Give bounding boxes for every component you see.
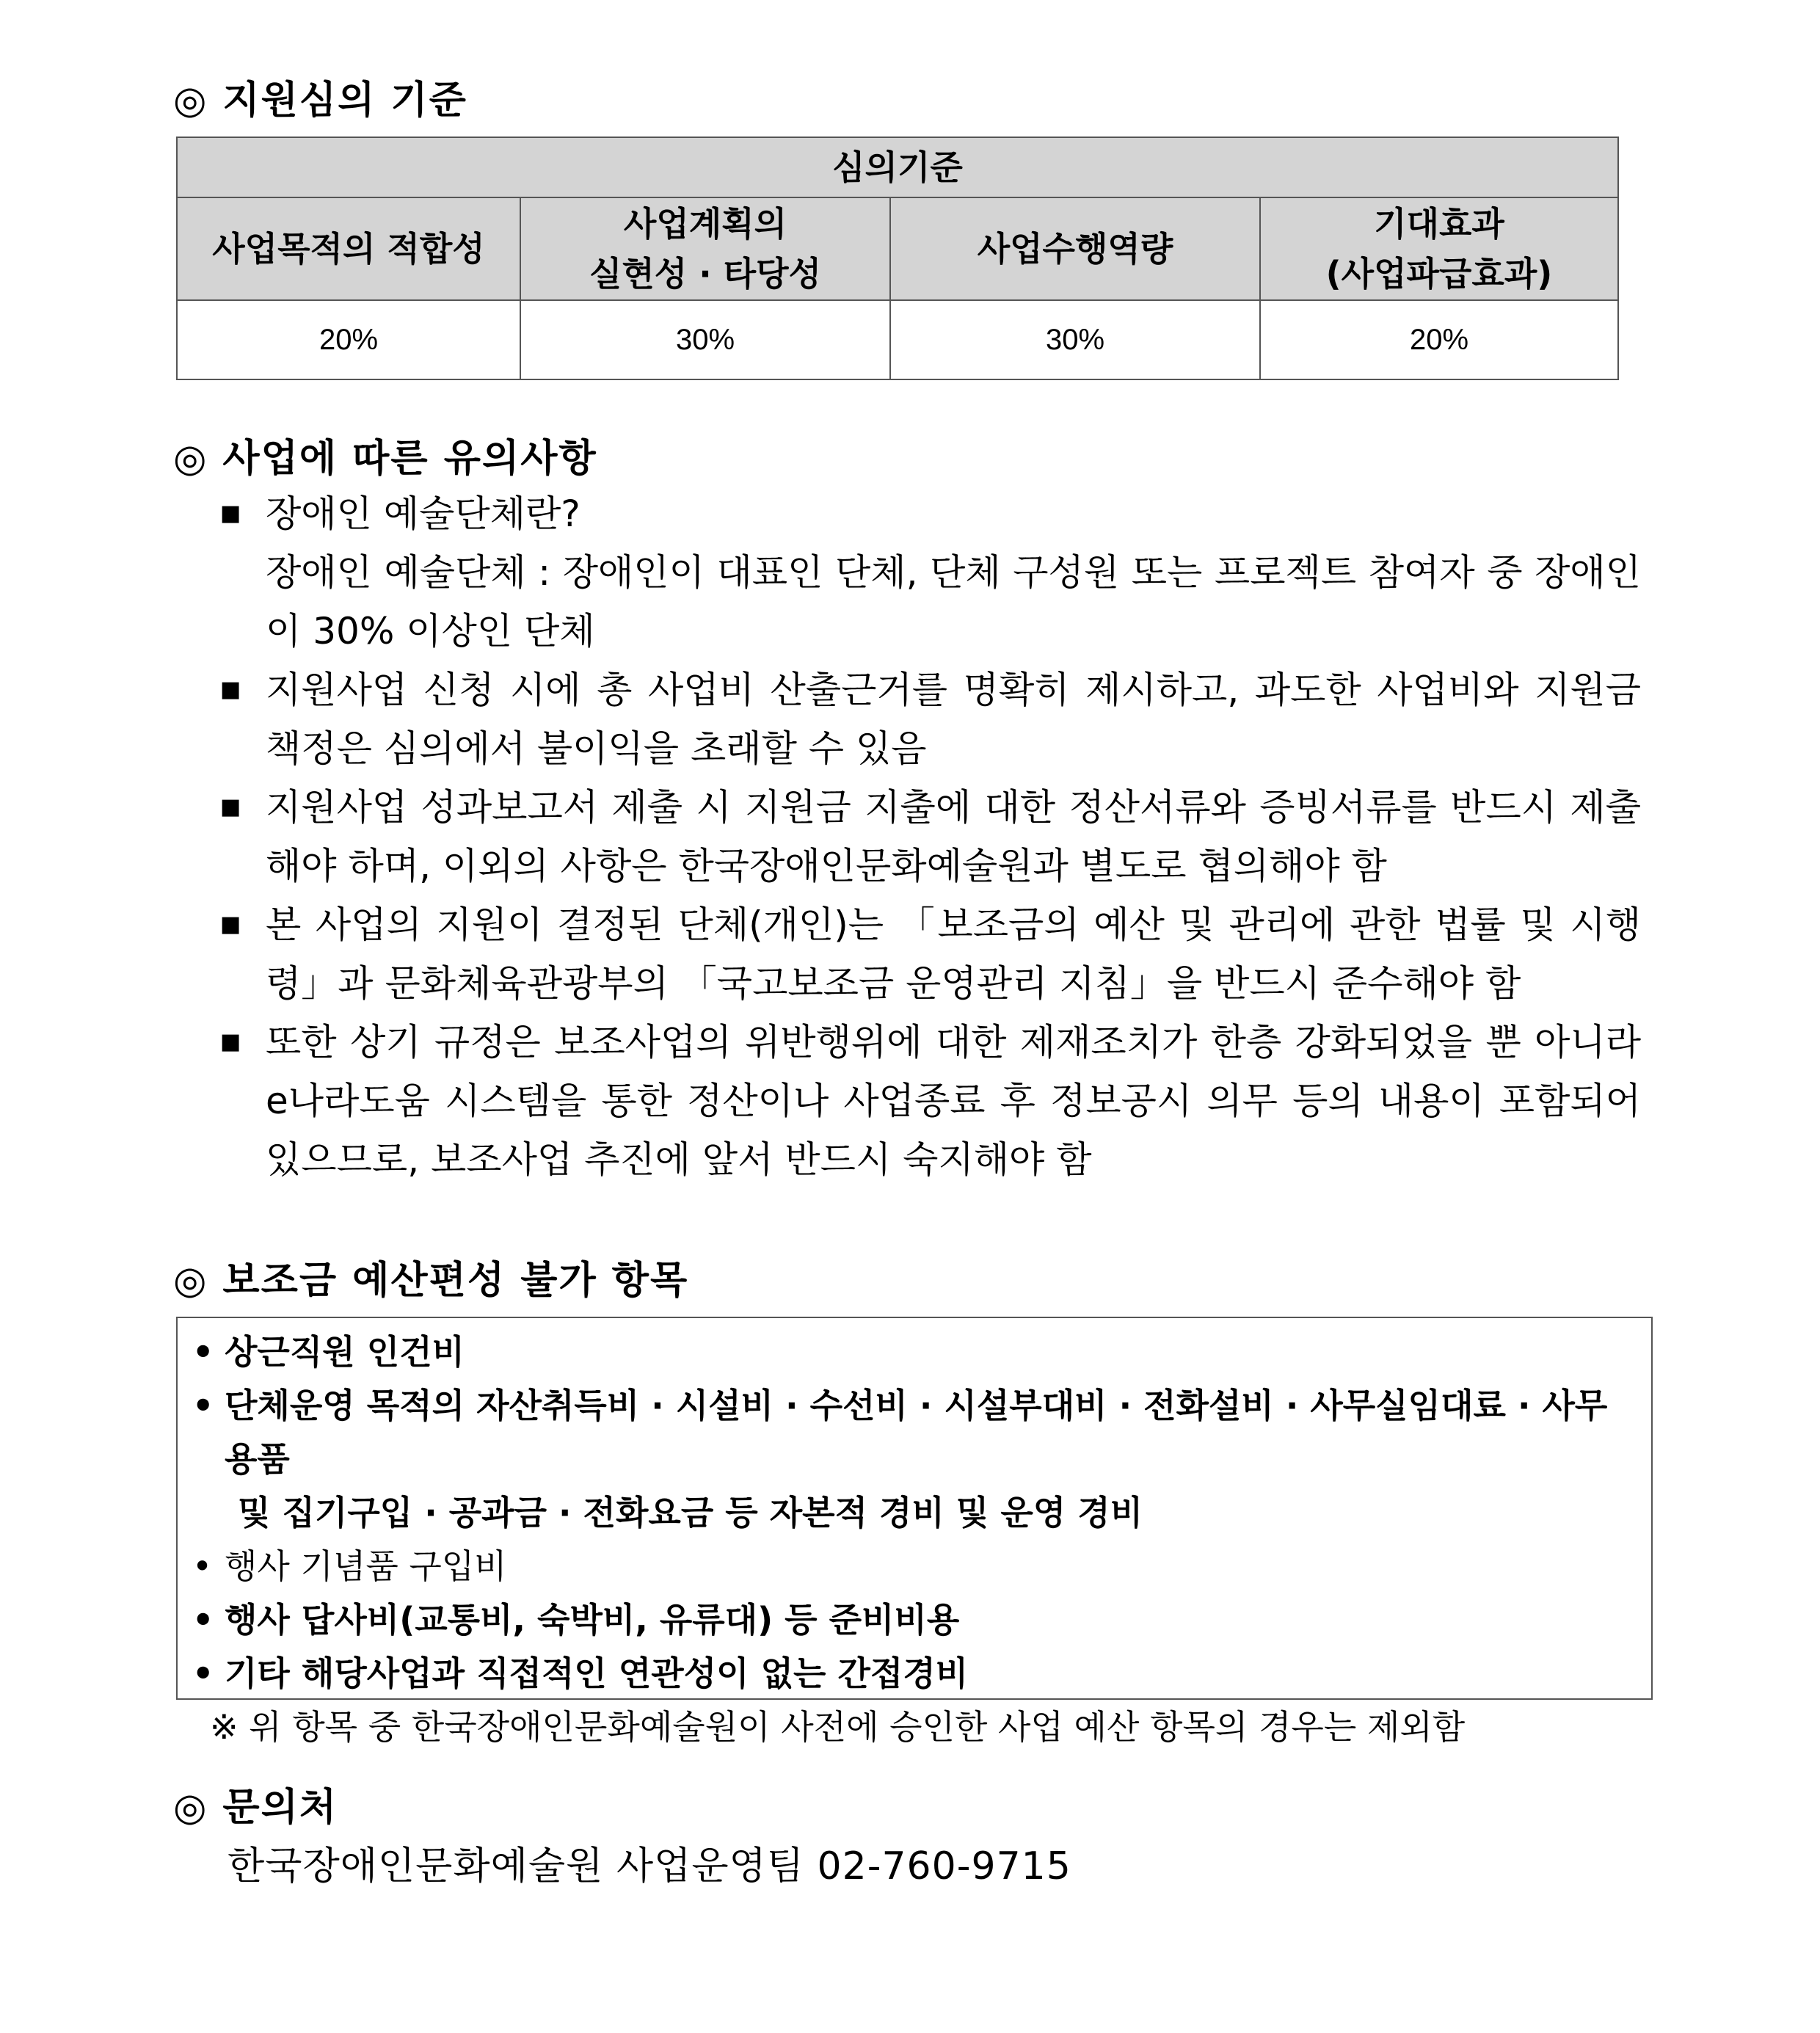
- criteria-table: [176, 137, 1619, 380]
- exclusion-item: • 행사 답사비(교통비, 숙박비, 유류대) 등 준비비용: [192, 1593, 1635, 1647]
- exclusion-item: • 행사 기념품 구입비: [192, 1540, 1635, 1593]
- note-item: ■ 장애인 예술단체란? 장애인 예술단체 : 장애인이 대표인 단체, 단체 구성원 또는 프로젝트 참여자 중 장애인이 30% 이상인 단체: [220, 484, 1641, 661]
- dot-bullet-icon: •: [192, 1332, 214, 1372]
- note-item: ■ 본 사업의 지원이 결정된 단체(개인)는 「보조금의 예산 및 관리에 관한 법률 및 시행령」과 문화체육관광부의 「국고보조금 운영관리 지침」을 반드시 준수해야 함: [220, 895, 1641, 1013]
- square-bullet-icon: ■: [220, 1029, 241, 1055]
- note-item: ■ 지원사업 신청 시에 총 사업비 산출근거를 명확히 제시하고, 과도한 사업비와 지원금 책정은 심의에서 불이익을 초래할 수 있음: [220, 661, 1641, 778]
- notes-section-title: ◎ 사업에 따른 유의사항: [173, 437, 597, 481]
- criteria-header: 심의기준: [177, 137, 1618, 197]
- dot-bullet-icon: •: [192, 1654, 214, 1693]
- square-bullet-icon: ■: [220, 501, 241, 526]
- square-bullet-icon: ■: [220, 794, 241, 820]
- dot-bullet-icon: •: [192, 1386, 214, 1425]
- square-bullet-icon: ■: [220, 912, 241, 937]
- note-item: ■ 또한 상기 규정은 보조사업의 위반행위에 대한 제재조치가 한층 강화되었을 뿐 아니라 e나라도움 시스템을 통한 정산이나 사업종료 후 정보공시 의무 등의 내용이 포함되어 있으므로, 보조사업 추진에 앞서 반드시 숙지해야 함: [220, 1013, 1641, 1189]
- notes-list: [220, 484, 1641, 1189]
- criteria-weight: 20%: [177, 300, 520, 379]
- note-item: ■ 지원사업 성과보고서 제출 시 지원금 지출에 대한 정산서류와 증빙서류를 반드시 제출해야 하며, 이외의 사항은 한국장애인문화예술원과 별도로 협의해야 함: [220, 778, 1641, 895]
- criteria-section-title: ◎ 지원심의 기준: [173, 79, 467, 123]
- contact-info: 한국장애인문화예술원 사업운영팀 02-760-9715: [228, 1844, 1071, 1888]
- criteria-weight: 30%: [520, 300, 890, 379]
- criteria-col-effect: 기대효과 (사업파급효과): [1260, 197, 1618, 300]
- exclusion-item: • 상근직원 인건비: [192, 1325, 1635, 1379]
- note-definition: 장애인 예술단체 : 장애인이 대표인 단체, 단체 구성원 또는 프로젝트 참여자 중 장애인이 30% 이상인 단체: [266, 551, 1641, 652]
- exclusions-box: [176, 1317, 1653, 1747]
- criteria-col-plan: 사업계획의 실현성 · 타당성: [520, 197, 890, 300]
- criteria-weight: 20%: [1260, 300, 1618, 379]
- exclusion-item: • 기타 해당사업과 직접적인 연관성이 없는 간접경비: [192, 1647, 1635, 1701]
- exclusion-item: • 단체운영 목적의 자산취득비 · 시설비 · 수선비 · 시설부대비 · 전화설비 · 사무실임대료 · 사무용품: [192, 1379, 1635, 1486]
- square-bullet-icon: ■: [220, 677, 241, 702]
- contact-section-title: ◎ 문의처: [173, 1786, 338, 1830]
- criteria-col-purpose: 사업목적의 적합성: [177, 197, 520, 300]
- criteria-col-capacity: 사업수행역량: [890, 197, 1260, 300]
- exclusion-item-continuation: 및 집기구입 · 공과금 · 전화요금 등 자본적 경비 및 운영 경비: [238, 1493, 1143, 1532]
- exclusion-note: ※ 위 항목 중 한국장애인문화예술원이 사전에 승인한 사업 예산 항목의 경우는 제외함: [210, 1707, 1466, 1747]
- dot-bullet-icon: •: [192, 1546, 213, 1586]
- criteria-weight: 30%: [890, 300, 1260, 379]
- exclusions-section-title: ◎ 보조금 예산편성 불가 항목: [173, 1259, 689, 1303]
- dot-bullet-icon: •: [192, 1600, 214, 1640]
